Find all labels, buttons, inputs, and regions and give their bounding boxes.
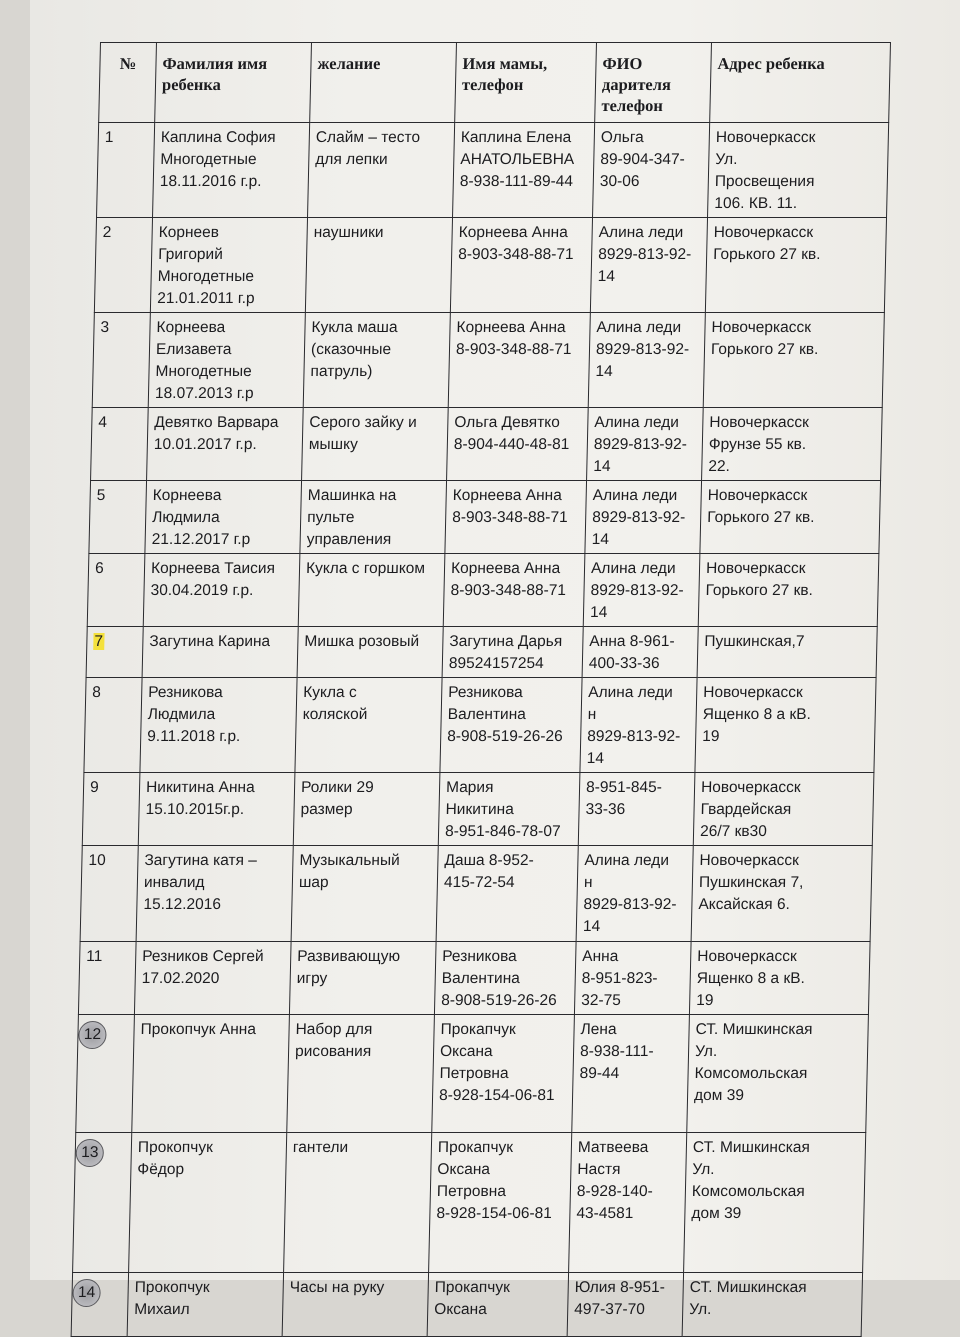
table-row [91, 408, 883, 481]
row-number: 10 [88, 852, 106, 869]
cell-address: Новочеркасск Ященко 8 а кВ. 19 [689, 942, 870, 1015]
cell-address: Новочеркасск Пушкинская 7, Аксайская 6. [691, 846, 872, 942]
cell-address: Новочеркасск Ященко 8 а кВ. 19 [695, 678, 876, 773]
cell-address: Новочеркасск Горького 27 кв. [700, 481, 881, 554]
circled-row-number: 13 [75, 1139, 104, 1167]
cell-number [86, 627, 143, 678]
cell-wish: Кукла с горшком [298, 554, 445, 627]
cell-address: Пушкинская,7 [697, 627, 877, 678]
cell-wish: Кукла маша (сказочные патруль) [303, 313, 450, 408]
cell-donor: Ольга 89-904-347- 30-06 [593, 123, 710, 218]
header-wish: желание [310, 43, 457, 123]
cell-child-name: Прокопчук Анна [132, 1015, 290, 1133]
cell-number [73, 1133, 132, 1273]
cell-donor: Алина леди 8929-813-92- 14 [585, 481, 702, 554]
cell-child-name: Резникова Людмила 9.11.2018 г.р. [140, 678, 297, 773]
cell-donor: Юлия 8-951- 497-37-70 [567, 1273, 683, 1337]
cell-donor: Алина леди 8929-813-92- 14 [583, 554, 700, 627]
cell-address: СТ. Мишкинская Ул. [682, 1273, 862, 1337]
cell-child-name: Корнеева Людмила 21.12.2017 г.р [145, 481, 302, 554]
cell-wish: Машинка на пульте управления [300, 481, 447, 554]
cell-number [82, 773, 140, 846]
table-row [76, 1015, 869, 1133]
cell-donor: Алина леди 8929-813-92- 14 [590, 218, 707, 313]
cell-number [71, 1273, 128, 1337]
cell-number [76, 1015, 135, 1133]
row-number: 5 [96, 487, 106, 504]
cell-address: Новочеркасск Горького 27 кв. [698, 554, 879, 627]
table-row [80, 846, 872, 942]
row-number: 2 [102, 224, 112, 241]
table-row [73, 1133, 866, 1273]
cell-child-name: Корнеева Елизавета Многодетные 18.07.2013 г.р [148, 313, 305, 408]
cell-mother: Корнеева Анна 8-903-348-88-71 [443, 554, 585, 627]
cell-mother: Прокапчук Оксана [427, 1273, 568, 1337]
cell-donor: Лена 8-938-111- 89-44 [572, 1015, 690, 1133]
cell-mother: Мария Никитина 8-951-846-78-07 [438, 773, 580, 846]
cell-mother: Каплина Елена АНАТОЛЬЕВНА 8-938-111-89-44 [453, 123, 595, 218]
circled-row-number: 12 [78, 1021, 107, 1049]
cell-donor: Алина леди 8929-813-92- 14 [588, 313, 705, 408]
table-row [97, 123, 889, 218]
cell-mother: Загутина Дарья 89524157254 [442, 627, 583, 678]
cell-mother: Прокапчук Оксана Петровна 8-928-154-06-81 [429, 1133, 572, 1273]
cell-child-name: Девятко Варвара 10.01.2017 г.р. [147, 408, 304, 481]
table-row [84, 678, 876, 773]
cell-number [94, 218, 152, 313]
header-mother: Имя мамы, телефон [455, 43, 597, 123]
cell-address: Новочеркасск Горького 27 кв. [705, 218, 886, 313]
header-donor: ФИО дарителя телефон [595, 43, 712, 123]
cell-mother: Ольга Девятко 8-904-440-48-81 [447, 408, 589, 481]
cell-mother: Резникова Валентина 8-908-519-26-26 [434, 942, 576, 1015]
cell-address: СТ. Мишкинская Ул. Комсомольская дом 39 [687, 1015, 869, 1133]
cell-donor: Анна 8-961- 400-33-36 [582, 627, 698, 678]
table-row [89, 481, 881, 554]
cell-wish: Музыкальный шар [291, 846, 438, 942]
cell-address: СТ. Мишкинская Ул. Комсомольская дом 39 [684, 1133, 866, 1273]
cell-wish: Ролики 29 размер [293, 773, 440, 846]
row-number: 11 [86, 948, 103, 965]
row-number: 8 [92, 684, 102, 701]
cell-child-name: Прокопчук Михаил [127, 1273, 283, 1337]
header-address: Адрес ребенка [710, 43, 891, 123]
row-number: 1 [104, 129, 114, 146]
cell-donor: Алина леди н 8929-813-92- 14 [580, 678, 697, 773]
cell-address: Новочеркасск Фрунзе 55 кв. 22. [702, 408, 883, 481]
cell-mother: Даша 8-952- 415-72-54 [436, 846, 578, 942]
cell-child-name: Загутина Карина [142, 627, 298, 678]
row-number: 3 [100, 319, 110, 336]
header-child-name: Фамилия имя ребенка [155, 43, 312, 123]
table-row [92, 313, 884, 408]
cell-wish: Мишка розовый [297, 627, 443, 678]
cell-wish: Развивающую игру [289, 942, 436, 1015]
cell-wish: Набор для рисования [287, 1015, 435, 1133]
table-header-row [99, 43, 891, 123]
children-gift-list-table [71, 42, 891, 1337]
table-row [87, 554, 879, 627]
cell-mother: Резникова Валентина 8-908-519-26-26 [440, 678, 582, 773]
table-row [78, 942, 870, 1015]
cell-mother: Прокапчук Оксана Петровна 8-928-154-06-81 [432, 1015, 575, 1133]
cell-wish: гантели [284, 1133, 432, 1273]
cell-child-name: Корнеева Таисия 30.04.2019 г.р. [143, 554, 300, 627]
cell-address: Новочеркасск Ул. Просвещения 106. КВ. 11. [708, 123, 889, 218]
row-number: 9 [89, 779, 99, 796]
cell-number [87, 554, 145, 627]
cell-number [91, 408, 149, 481]
table-row [71, 1273, 862, 1337]
circled-row-number: 14 [72, 1279, 101, 1307]
cell-number [89, 481, 147, 554]
cell-number [78, 942, 136, 1015]
cell-number [92, 313, 150, 408]
header-number: № [99, 43, 157, 123]
cell-wish: наушники [305, 218, 452, 313]
cell-donor: Алина леди 8929-813-92- 14 [587, 408, 704, 481]
cell-wish: Серого зайку и мышку [302, 408, 449, 481]
cell-address: Новочеркасск Горького 27 кв. [703, 313, 884, 408]
cell-mother: Корнеева Анна 8-903-348-88-71 [450, 218, 592, 313]
cell-donor: Алина леди н 8929-813-92- 14 [576, 846, 693, 942]
highlighted-row-number: 7 [94, 633, 104, 650]
cell-child-name: Корнеев Григорий Многодетные 21.01.2011 г.р [150, 218, 307, 313]
cell-number [97, 123, 155, 218]
table-row [94, 218, 886, 313]
cell-mother: Корнеева Анна 8-903-348-88-71 [448, 313, 590, 408]
cell-donor: Матвеева Настя 8-928-140- 43-4581 [569, 1133, 687, 1273]
cell-wish: Слайм – тесто для лепки [308, 123, 455, 218]
cell-mother: Корнеева Анна 8-903-348-88-71 [445, 481, 587, 554]
row-number: 6 [94, 560, 104, 577]
cell-wish: Кукла с коляской [295, 678, 442, 773]
cell-donor: 8-951-845- 33-36 [578, 773, 695, 846]
cell-child-name: Загутина катя – инвалид 15.12.2016 [136, 846, 293, 942]
cell-child-name: Резников Сергей 17.02.2020 [134, 942, 291, 1015]
table-row [86, 627, 877, 678]
cell-wish: Часы на руку [282, 1273, 428, 1337]
cell-child-name: Никитина Анна 15.10.2015г.р. [138, 773, 295, 846]
cell-child-name: Каплина София Многодетные 18.11.2016 г.р. [153, 123, 310, 218]
cell-donor: Анна 8-951-823- 32-75 [574, 942, 691, 1015]
cell-address: Новочеркасск Гвардейская 26/7 кв30 [693, 773, 874, 846]
table-row [82, 773, 874, 846]
cell-number [80, 846, 138, 942]
cell-number [84, 678, 142, 773]
row-number: 4 [98, 414, 108, 431]
cell-child-name: Прокопчук Фёдор [129, 1133, 287, 1273]
